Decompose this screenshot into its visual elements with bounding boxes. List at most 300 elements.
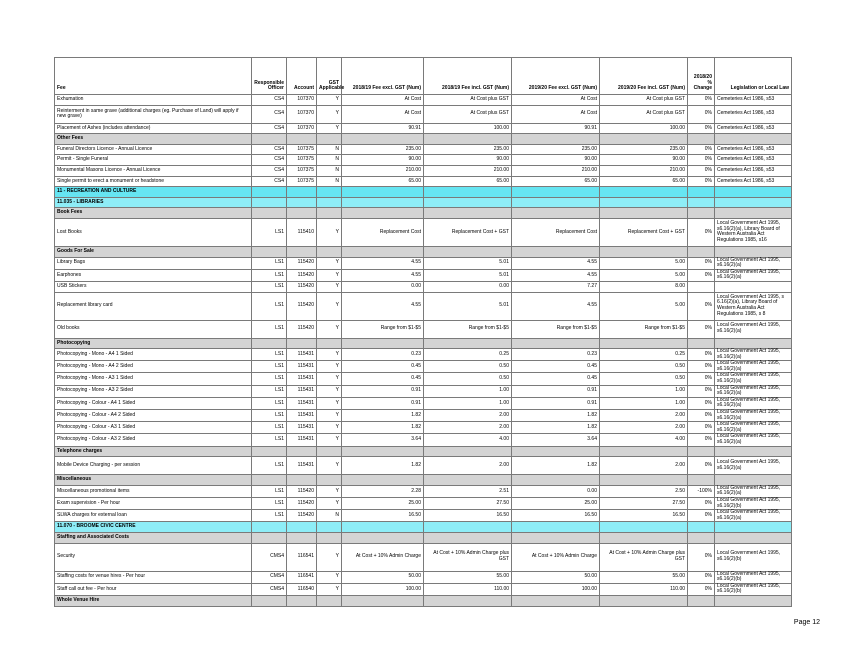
table-row — [55, 349, 792, 361]
section-label: Telephone charges — [55, 446, 252, 457]
fee-1920-incl-cell: 90.00 — [600, 155, 688, 166]
section-empty-cell — [287, 208, 317, 219]
table-row — [55, 105, 792, 123]
fee-name-cell: Reinterment in same grave (additional charges (eg. Purchase of Land) will apply if new grave) — [55, 105, 252, 123]
section-label: 11.070 - BROOME CIVIC CENTRE — [55, 522, 252, 533]
table-row — [55, 123, 792, 134]
fee-1920-excl-cell: At Cost — [512, 95, 600, 106]
gst-flag-cell: Y — [317, 218, 342, 246]
fee-1920-incl-cell: 0.25 — [600, 349, 688, 361]
account-cell: 115431 — [287, 457, 317, 475]
gst-flag-cell: Y — [317, 269, 342, 281]
section-empty-cell — [287, 197, 317, 208]
section-empty-cell — [342, 134, 424, 145]
pct-change-cell: 0% — [688, 385, 715, 397]
fee-1819-incl-cell: 2.51 — [424, 485, 512, 497]
fee-1920-excl-cell: 1.82 — [512, 410, 600, 422]
legislation-cell: Local Government Act 1995, s6.16(2)(a) — [715, 434, 792, 446]
section-empty-cell — [600, 532, 688, 543]
legislation-cell: Local Government Act 1995, s6.16(2)(a) — [715, 349, 792, 361]
account-cell: 107370 — [287, 123, 317, 134]
officer-cell: LS1 — [252, 397, 287, 409]
fee-schedule-table — [54, 57, 792, 607]
fee-1920-incl-cell: 0.50 — [600, 373, 688, 385]
fee-name-cell: Funeral Directors Licence - Annual Licence — [55, 144, 252, 155]
pct-change-cell: 0% — [688, 257, 715, 269]
col-header-gst: GST Applicable — [317, 58, 342, 95]
legislation-cell: Cemeteries Act 1986, s53 — [715, 176, 792, 187]
section-empty-cell — [317, 208, 342, 219]
account-cell: 115431 — [287, 410, 317, 422]
fee-1920-excl-cell: 3.64 — [512, 434, 600, 446]
section-empty-cell — [424, 197, 512, 208]
table-row — [55, 269, 792, 281]
fee-1819-excl-cell: 4.55 — [342, 269, 424, 281]
fee-1920-incl-cell: 2.00 — [600, 457, 688, 475]
section-empty-cell — [424, 446, 512, 457]
fee-1920-excl-cell: 0.91 — [512, 397, 600, 409]
officer-cell: CMS4 — [252, 583, 287, 595]
gst-flag-cell: Y — [317, 361, 342, 373]
fee-1920-excl-cell: 0.23 — [512, 349, 600, 361]
fee-1920-incl-cell: 8.00 — [600, 281, 688, 292]
officer-cell: LS1 — [252, 218, 287, 246]
fee-1920-incl-cell: 100.00 — [600, 123, 688, 134]
section-empty-cell — [317, 197, 342, 208]
section-label: 11.035 - LIBRARIES — [55, 197, 252, 208]
section-empty-cell — [512, 187, 600, 198]
section-empty-cell — [715, 246, 792, 257]
section-label: Other Fees — [55, 134, 252, 145]
section-empty-cell — [688, 338, 715, 349]
fee-1819-incl-cell: 1.00 — [424, 385, 512, 397]
section-header-row — [55, 595, 792, 606]
legislation-cell: Local Government Act 1995, s6.16(2)(b) — [715, 571, 792, 583]
section-empty-cell — [424, 338, 512, 349]
section-empty-cell — [252, 134, 287, 145]
gst-flag-cell: Y — [317, 373, 342, 385]
section-empty-cell — [287, 595, 317, 606]
table-row — [55, 155, 792, 166]
fee-1819-excl-cell: 4.55 — [342, 257, 424, 269]
fee-1920-incl-cell: 16.50 — [600, 510, 688, 522]
section-empty-cell — [424, 475, 512, 486]
section-empty-cell — [287, 134, 317, 145]
gst-flag-cell: Y — [317, 292, 342, 320]
section-empty-cell — [688, 475, 715, 486]
section-empty-cell — [424, 208, 512, 219]
table-row — [55, 397, 792, 409]
gst-flag-cell: Y — [317, 434, 342, 446]
legislation-cell: Local Government Act 1995, s6.16(2)(b) — [715, 543, 792, 571]
gst-flag-cell: Y — [317, 257, 342, 269]
legislation-cell: Local Government Act 1995, s6.16(2)(a) — [715, 397, 792, 409]
fee-1819-excl-cell: 0.91 — [342, 397, 424, 409]
table-body — [55, 95, 792, 607]
section-empty-cell — [512, 595, 600, 606]
section-empty-cell — [252, 208, 287, 219]
officer-cell: LS1 — [252, 292, 287, 320]
section-header-row — [55, 134, 792, 145]
section-header-row — [55, 197, 792, 208]
officer-cell: LS1 — [252, 269, 287, 281]
section-empty-cell — [424, 595, 512, 606]
section-empty-cell — [252, 246, 287, 257]
table-row — [55, 373, 792, 385]
pct-change-cell: 0% — [688, 457, 715, 475]
account-cell: 115431 — [287, 422, 317, 434]
section-empty-cell — [317, 446, 342, 457]
section-empty-cell — [600, 134, 688, 145]
account-cell: 115431 — [287, 349, 317, 361]
account-cell: 116540 — [287, 583, 317, 595]
section-empty-cell — [512, 246, 600, 257]
fee-name-cell: Security — [55, 543, 252, 571]
legislation-cell: Local Government Act 1995, s6.16(2)(a), Library Board of Western Australia Act Regulations 1985, s16 — [715, 218, 792, 246]
fee-1920-incl-cell: At Cost plus GST — [600, 95, 688, 106]
fee-1920-excl-cell: 100.00 — [512, 583, 600, 595]
gst-flag-cell: N — [317, 165, 342, 176]
section-empty-cell — [317, 246, 342, 257]
fee-1920-excl-cell: 0.91 — [512, 385, 600, 397]
section-header-row — [55, 475, 792, 486]
fee-1819-incl-cell: 90.00 — [424, 155, 512, 166]
fee-1819-incl-cell: Replacement Cost + GST — [424, 218, 512, 246]
section-empty-cell — [600, 208, 688, 219]
gst-flag-cell: Y — [317, 320, 342, 338]
fee-1920-excl-cell: At Cost — [512, 105, 600, 123]
fee-name-cell: Old books — [55, 320, 252, 338]
section-empty-cell — [688, 187, 715, 198]
pct-change-cell: 0% — [688, 165, 715, 176]
table-row — [55, 571, 792, 583]
fee-1819-incl-cell: 2.00 — [424, 422, 512, 434]
fee-1920-excl-cell: 7.27 — [512, 281, 600, 292]
officer-cell: CMS4 — [252, 571, 287, 583]
account-cell: 107370 — [287, 95, 317, 106]
pct-change-cell: 0% — [688, 422, 715, 434]
section-empty-cell — [512, 522, 600, 533]
section-empty-cell — [600, 475, 688, 486]
page-number: Page 12 — [793, 619, 820, 626]
table-row — [55, 95, 792, 106]
section-empty-cell — [512, 475, 600, 486]
pct-change-cell: 0% — [688, 105, 715, 123]
section-empty-cell — [512, 532, 600, 543]
pct-change-cell: 0% — [688, 583, 715, 595]
fee-name-cell: Photocopying - Colour - A3 1 Sided — [55, 422, 252, 434]
fee-name-cell: Monumental Masons Licence - Annual Licence — [55, 165, 252, 176]
officer-cell: LS1 — [252, 349, 287, 361]
account-cell: 115420 — [287, 257, 317, 269]
fee-1920-excl-cell: 1.82 — [512, 457, 600, 475]
section-empty-cell — [252, 532, 287, 543]
officer-cell: CS4 — [252, 176, 287, 187]
section-empty-cell — [317, 522, 342, 533]
fee-1920-excl-cell: 4.55 — [512, 292, 600, 320]
section-empty-cell — [317, 134, 342, 145]
legislation-cell: Local Government Act 1995, s6.16(2)(a) — [715, 269, 792, 281]
fee-1819-excl-cell: 2.28 — [342, 485, 424, 497]
fee-1819-excl-cell: 4.55 — [342, 292, 424, 320]
legislation-cell: Cemeteries Act 1986, s53 — [715, 144, 792, 155]
account-cell: 115420 — [287, 320, 317, 338]
fee-name-cell: Exam supervision - Per hour — [55, 497, 252, 509]
fee-1920-incl-cell: 1.00 — [600, 385, 688, 397]
gst-flag-cell: Y — [317, 397, 342, 409]
fee-1920-incl-cell: At Cost plus GST — [600, 105, 688, 123]
section-empty-cell — [342, 522, 424, 533]
section-empty-cell — [715, 338, 792, 349]
fee-1819-excl-cell: 100.00 — [342, 583, 424, 595]
fee-1819-excl-cell: 210.00 — [342, 165, 424, 176]
section-empty-cell — [688, 134, 715, 145]
section-empty-cell — [317, 187, 342, 198]
section-empty-cell — [317, 475, 342, 486]
header-row — [55, 58, 792, 95]
section-empty-cell — [342, 208, 424, 219]
officer-cell: LS1 — [252, 410, 287, 422]
fee-1819-incl-cell: 16.50 — [424, 510, 512, 522]
table-row — [55, 457, 792, 475]
section-empty-cell — [512, 446, 600, 457]
gst-flag-cell: N — [317, 176, 342, 187]
account-cell: 115420 — [287, 510, 317, 522]
gst-flag-cell: Y — [317, 543, 342, 571]
col-header-fee: Fee — [55, 58, 252, 95]
pct-change-cell: 0% — [688, 218, 715, 246]
fee-name-cell: Photocopying - Colour - A4 1 Sided — [55, 397, 252, 409]
fee-1920-incl-cell: 1.00 — [600, 397, 688, 409]
table-row — [55, 434, 792, 446]
officer-cell: CS4 — [252, 144, 287, 155]
officer-cell: LS1 — [252, 257, 287, 269]
section-empty-cell — [600, 246, 688, 257]
fee-1819-incl-cell: 1.00 — [424, 397, 512, 409]
fee-1819-excl-cell: 90.00 — [342, 155, 424, 166]
section-empty-cell — [688, 208, 715, 219]
account-cell: 115410 — [287, 218, 317, 246]
section-empty-cell — [715, 208, 792, 219]
fee-name-cell: Staff call out fee - Per hour — [55, 583, 252, 595]
account-cell: 107375 — [287, 176, 317, 187]
fee-1819-incl-cell: 55.00 — [424, 571, 512, 583]
fee-name-cell: Photocopying - Colour - A4 2 Sided — [55, 410, 252, 422]
fee-name-cell: Single permit to erect a monument or headstone — [55, 176, 252, 187]
officer-cell: CS4 — [252, 95, 287, 106]
fee-name-cell: Photocopying - Mono - A3 1 Sided — [55, 373, 252, 385]
section-empty-cell — [287, 475, 317, 486]
col-header-1920-excl: 2019/20 Fee excl. GST (Num) — [512, 58, 600, 95]
section-empty-cell — [512, 208, 600, 219]
fee-1920-incl-cell: 27.50 — [600, 497, 688, 509]
section-empty-cell — [424, 522, 512, 533]
fee-1920-excl-cell: 16.50 — [512, 510, 600, 522]
section-header-row — [55, 446, 792, 457]
fee-1920-excl-cell: 0.00 — [512, 485, 600, 497]
legislation-cell — [715, 281, 792, 292]
section-empty-cell — [252, 522, 287, 533]
legislation-cell: Cemeteries Act 1986, s53 — [715, 123, 792, 134]
table-row — [55, 292, 792, 320]
legislation-cell: Cemeteries Act 1986, s53 — [715, 95, 792, 106]
fee-1819-incl-cell: 235.00 — [424, 144, 512, 155]
fee-1819-excl-cell: 1.82 — [342, 422, 424, 434]
legislation-cell: Cemeteries Act 1986, s53 — [715, 165, 792, 176]
section-empty-cell — [512, 197, 600, 208]
section-empty-cell — [342, 532, 424, 543]
account-cell: 115420 — [287, 269, 317, 281]
fee-1819-excl-cell: 90.91 — [342, 123, 424, 134]
fee-1920-excl-cell: Range from $1-$5 — [512, 320, 600, 338]
section-header-row — [55, 187, 792, 198]
fee-1819-incl-cell: 5.01 — [424, 292, 512, 320]
account-cell: 116541 — [287, 543, 317, 571]
fee-1920-excl-cell: 90.91 — [512, 123, 600, 134]
officer-cell: LS1 — [252, 281, 287, 292]
fee-1920-excl-cell: 25.00 — [512, 497, 600, 509]
fee-1819-incl-cell: At Cost plus GST — [424, 95, 512, 106]
officer-cell: LS1 — [252, 373, 287, 385]
table-row — [55, 361, 792, 373]
section-label: 11 - RECREATION AND CULTURE — [55, 187, 252, 198]
table-row — [55, 583, 792, 595]
pct-change-cell: 0% — [688, 176, 715, 187]
section-empty-cell — [424, 246, 512, 257]
officer-cell: LS1 — [252, 320, 287, 338]
fee-1920-incl-cell: 4.00 — [600, 434, 688, 446]
table-row — [55, 543, 792, 571]
section-empty-cell — [317, 595, 342, 606]
officer-cell: CS4 — [252, 155, 287, 166]
section-empty-cell — [600, 338, 688, 349]
section-empty-cell — [424, 187, 512, 198]
section-empty-cell — [715, 522, 792, 533]
table-row — [55, 257, 792, 269]
fee-1819-excl-cell: Replacement Cost — [342, 218, 424, 246]
fee-1819-incl-cell: 0.50 — [424, 361, 512, 373]
legislation-cell: Local Government Act 1995, s6.16(2)(a) — [715, 385, 792, 397]
legislation-cell: Local Government Act 1995, s6.16(2)(b) — [715, 583, 792, 595]
section-empty-cell — [342, 446, 424, 457]
section-empty-cell — [287, 446, 317, 457]
officer-cell: LS1 — [252, 361, 287, 373]
section-label: Book Fees — [55, 208, 252, 219]
fee-1920-excl-cell: 4.55 — [512, 257, 600, 269]
section-header-row — [55, 338, 792, 349]
fee-1920-incl-cell: 65.00 — [600, 176, 688, 187]
legislation-cell: Local Government Act 1995, s6.16(2)(a) — [715, 361, 792, 373]
pct-change-cell: 0% — [688, 434, 715, 446]
account-cell: 116541 — [287, 571, 317, 583]
fee-name-cell: Replacement library card — [55, 292, 252, 320]
section-empty-cell — [715, 595, 792, 606]
section-empty-cell — [600, 446, 688, 457]
fee-1920-incl-cell: 0.50 — [600, 361, 688, 373]
gst-flag-cell: Y — [317, 485, 342, 497]
fee-1819-incl-cell: 2.00 — [424, 457, 512, 475]
section-empty-cell — [252, 338, 287, 349]
gst-flag-cell: Y — [317, 571, 342, 583]
fee-1819-excl-cell: 0.45 — [342, 373, 424, 385]
account-cell: 115431 — [287, 397, 317, 409]
col-header-legislation: Legislation or Local Law — [715, 58, 792, 95]
legislation-cell: Local Government Act 1995, s6.16(2)(a) — [715, 422, 792, 434]
account-cell: 115420 — [287, 292, 317, 320]
gst-flag-cell: N — [317, 510, 342, 522]
section-empty-cell — [512, 338, 600, 349]
pct-change-cell: 0% — [688, 410, 715, 422]
fee-1920-incl-cell: 5.00 — [600, 269, 688, 281]
section-label: Whole Venue Hire — [55, 595, 252, 606]
fee-1819-excl-cell: Range from $1-$5 — [342, 320, 424, 338]
col-header-1819-excl: 2018/19 Fee excl. GST (Num) — [342, 58, 424, 95]
legislation-cell: Local Government Act 1995, s 6.16(2)(a), Library Board of Western Australia Act Regulations 1985, s 8 — [715, 292, 792, 320]
fee-1920-incl-cell: 235.00 — [600, 144, 688, 155]
officer-cell: LS1 — [252, 434, 287, 446]
fee-1819-excl-cell: At Cost + 10% Admin Charge — [342, 543, 424, 571]
fee-name-cell: Lost Books — [55, 218, 252, 246]
section-empty-cell — [252, 595, 287, 606]
section-empty-cell — [688, 522, 715, 533]
fee-1920-incl-cell: 2.50 — [600, 485, 688, 497]
fee-name-cell: Permit - Single Funeral — [55, 155, 252, 166]
fee-1920-excl-cell: 1.82 — [512, 422, 600, 434]
legislation-cell: Local Government Act 1995, s6.16(2)(a) — [715, 485, 792, 497]
fee-1819-excl-cell: 235.00 — [342, 144, 424, 155]
pct-change-cell: -100% — [688, 485, 715, 497]
fee-1819-incl-cell: At Cost plus GST — [424, 105, 512, 123]
account-cell: 115420 — [287, 281, 317, 292]
section-empty-cell — [287, 187, 317, 198]
pct-change-cell: 0% — [688, 349, 715, 361]
section-label: Staffing and Associated Costs — [55, 532, 252, 543]
pct-change-cell: 0% — [688, 155, 715, 166]
col-header-account: Account — [287, 58, 317, 95]
legislation-cell: Local Government Act 1995, s6.16(2)(a) — [715, 457, 792, 475]
fee-1920-excl-cell: 65.00 — [512, 176, 600, 187]
section-empty-cell — [342, 246, 424, 257]
fee-1819-incl-cell: 5.01 — [424, 257, 512, 269]
section-empty-cell — [342, 595, 424, 606]
pct-change-cell: 0% — [688, 571, 715, 583]
section-header-row — [55, 522, 792, 533]
fee-1819-excl-cell: 0.45 — [342, 361, 424, 373]
fee-1920-excl-cell: 210.00 — [512, 165, 600, 176]
section-label: Photocopying — [55, 338, 252, 349]
pct-change-cell: 0% — [688, 543, 715, 571]
gst-flag-cell: Y — [317, 281, 342, 292]
pct-change-cell: 0% — [688, 373, 715, 385]
section-empty-cell — [252, 446, 287, 457]
pct-change-cell — [688, 281, 715, 292]
officer-cell: CS4 — [252, 165, 287, 176]
section-empty-cell — [287, 338, 317, 349]
fee-1819-incl-cell: 0.25 — [424, 349, 512, 361]
section-empty-cell — [512, 134, 600, 145]
section-empty-cell — [252, 475, 287, 486]
table-row — [55, 165, 792, 176]
section-empty-cell — [715, 475, 792, 486]
fee-name-cell: Placement of Ashes (includes attendance) — [55, 123, 252, 134]
fee-1920-excl-cell: 90.00 — [512, 155, 600, 166]
pct-change-cell: 0% — [688, 95, 715, 106]
section-empty-cell — [688, 532, 715, 543]
gst-flag-cell: Y — [317, 497, 342, 509]
section-empty-cell — [600, 187, 688, 198]
legislation-cell: Local Government Act 1995, s6.16(2)(a) — [715, 373, 792, 385]
officer-cell: LS1 — [252, 497, 287, 509]
